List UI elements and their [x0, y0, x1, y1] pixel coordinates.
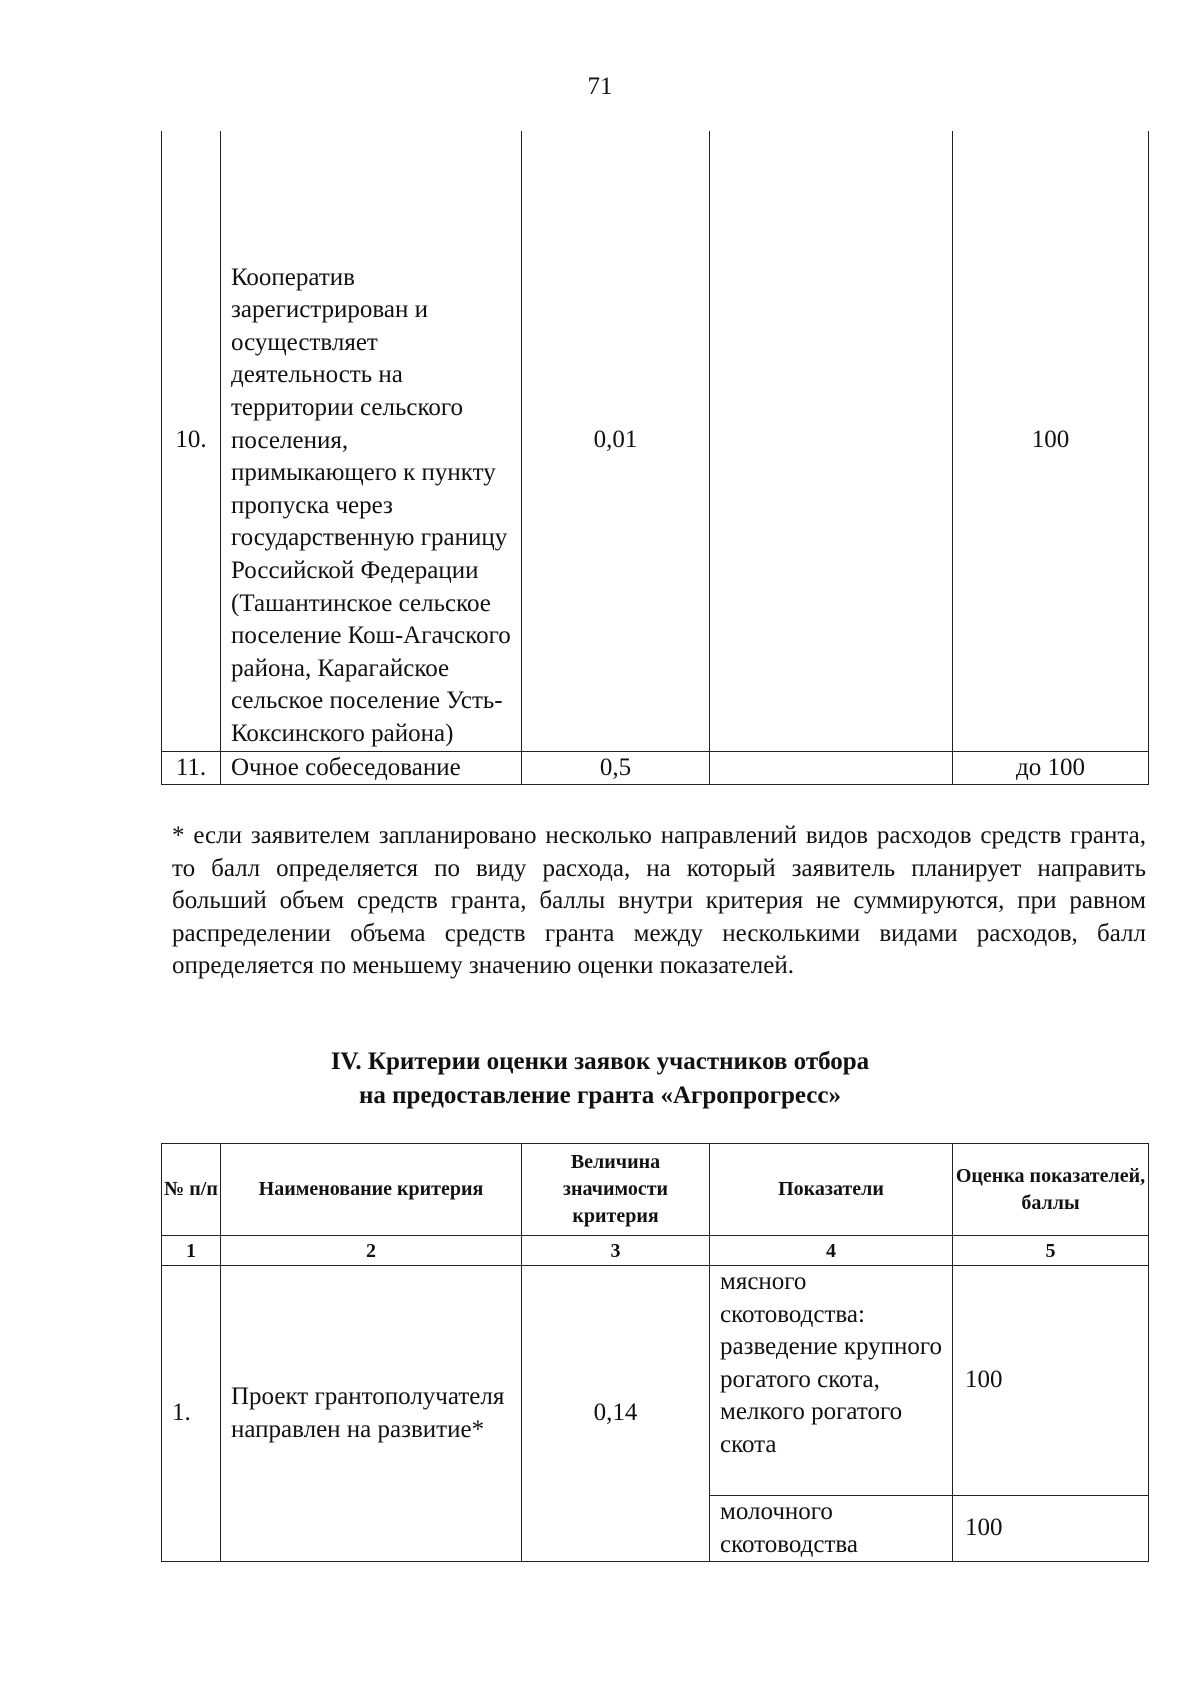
column-number: 3 — [522, 1236, 710, 1266]
column-number: 2 — [221, 1236, 522, 1266]
section-title — [0, 1045, 1200, 1113]
header-name: Наименование критерия — [221, 1144, 522, 1236]
row-number: 1. — [162, 1266, 221, 1562]
row-number: 10. — [162, 131, 221, 751]
footnote: * если заявителем запланировано несколько направлений видов расходов средств гранта, то балл определяется по виду расхода, на который заявитель планирует направить больший объем средств гранта, баллы внутри критерия не суммируются, при равном распределении объема средств гранта между несколькими видами расходов, балл определяется по меньшему значению оценки показателей. — [172, 822, 1146, 980]
indicator-score: 100 — [953, 1266, 1149, 1496]
criterion-score: до 100 — [953, 751, 1149, 785]
table-row — [162, 131, 1149, 751]
column-number: 1 — [162, 1236, 221, 1266]
criteria-table-continued — [161, 131, 1149, 785]
row-number: 11. — [162, 751, 221, 785]
section-title-line-2: на предоставление гранта «Агропрогресс» — [359, 1082, 841, 1109]
indicator: мясного скотоводства: разведение крупного рогатого скота, мелкого рогатого скота — [710, 1266, 953, 1496]
criterion-indicators — [710, 751, 953, 785]
page-number: 71 — [587, 73, 613, 100]
header-score: Оценка показателей, баллы — [953, 1144, 1149, 1236]
indicator-score: 100 — [953, 1496, 1149, 1562]
criterion-weight: 0,5 — [522, 751, 710, 785]
criteria-table — [161, 1143, 1149, 1562]
criterion-score: 100 — [953, 131, 1149, 751]
table-row — [162, 1266, 1149, 1496]
criterion-name: Кооператив зарегистрирован и осуществляет деятельность на территории сельского поселения, примыкающего к пункту пропуска через государственную границу Российской Федерации (Ташантинское сельское поселение Кош-Агачского района, Карагайское сельское поселение Усть-Коксинского района) — [221, 131, 522, 751]
header-indicators: Показатели — [710, 1144, 953, 1236]
header-weight: Величина значимости критерия — [522, 1144, 710, 1236]
section-title-line-1: IV. Критерии оценки заявок участников отбора — [330, 1048, 870, 1075]
criterion-weight: 0,01 — [522, 131, 710, 751]
column-number-row — [162, 1236, 1149, 1266]
table-row — [162, 751, 1149, 785]
column-number: 4 — [710, 1236, 953, 1266]
criterion-name: Очное собеседование — [221, 751, 522, 785]
criterion-indicators — [710, 131, 953, 751]
criterion-name: Проект грантополучателя направлен на развитие* — [221, 1266, 522, 1562]
criterion-weight: 0,14 — [522, 1266, 710, 1562]
column-number: 5 — [953, 1236, 1149, 1266]
table-header-row — [162, 1144, 1149, 1236]
header-num: № п/п — [162, 1144, 221, 1236]
indicator: молочного скотоводства — [710, 1496, 953, 1562]
